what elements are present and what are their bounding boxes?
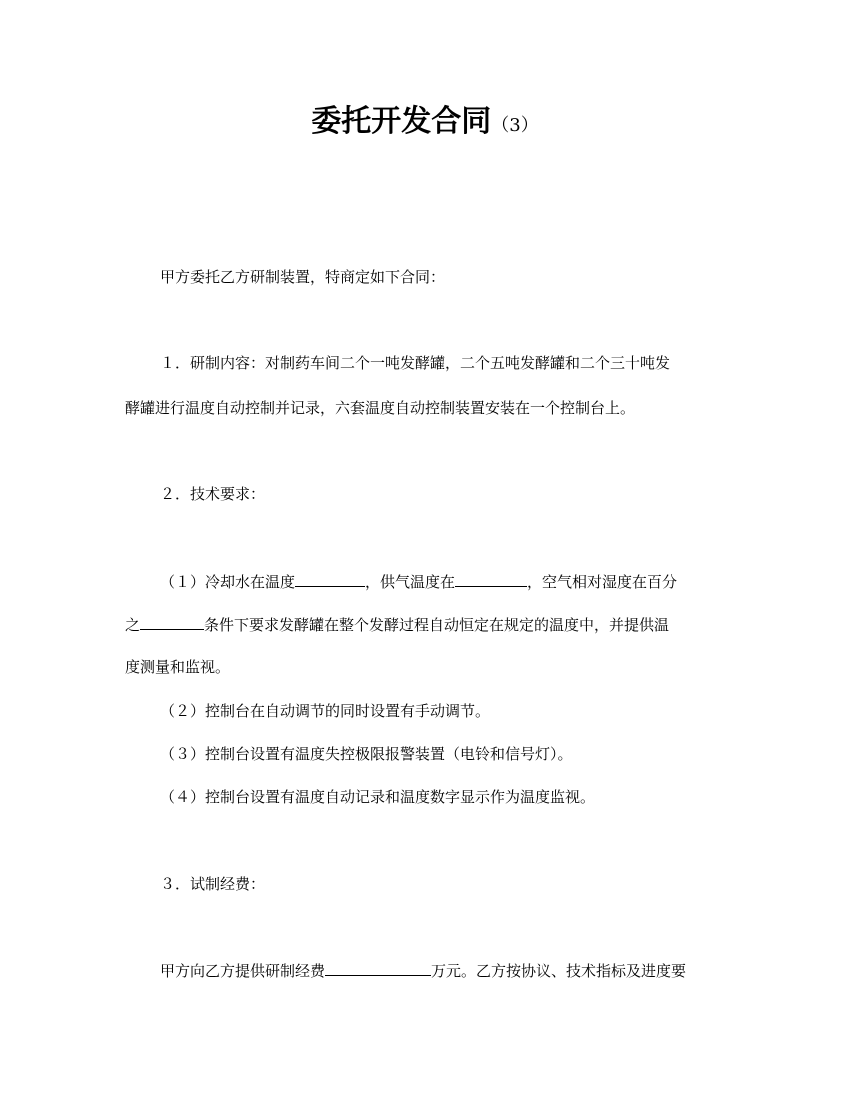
- title-text: 委托开发合同: [311, 104, 492, 139]
- section-3-paragraph: [160, 959, 775, 982]
- title-suffix: （3）: [491, 115, 539, 136]
- requirement-1-line-1: [160, 570, 775, 593]
- section-1-line-2: 酵罐进行温度自动控制并记录，六套温度自动控制装置安装在一个控制台上。: [125, 399, 636, 417]
- requirement-4: （４）控制台设置有温度自动记录和温度数字显示作为温度监视。: [160, 788, 596, 806]
- intro-paragraph: 甲方委托乙方研制装置，特商定如下合同：: [160, 268, 446, 286]
- requirement-1-text-b: ，供气温度在: [365, 573, 456, 591]
- cooling-water-temperature-blank: [295, 570, 365, 587]
- relative-humidity-blank: [140, 613, 204, 630]
- requirement-1-line-2: [125, 613, 740, 636]
- requirement-1-text-d: 之: [125, 616, 141, 634]
- requirement-1-text-a: （１）冷却水在温度: [160, 573, 296, 591]
- requirement-2: （２）控制台在自动调节的同时设置有手动调节。: [160, 702, 491, 720]
- section-1-line-1: １．研制内容：对制药车间二个一吨发酵罐，二个五吨发酵罐和二个三十吨发: [160, 354, 671, 372]
- requirement-3: （３）控制台设置有温度失控极限报警装置（电铃和信号灯）。: [160, 745, 573, 763]
- requirement-1-line-3: 度测量和监视。: [125, 658, 231, 676]
- requirement-1-text-e: 条件下要求发酵罐在整个发酵过程自动恒定在规定的温度中，并提供温: [204, 616, 670, 634]
- requirement-1-text-c: ，空气相对湿度在百分: [527, 573, 678, 591]
- section-2-heading: ２．技术要求：: [160, 485, 266, 503]
- air-supply-temperature-blank: [455, 570, 527, 587]
- document-title: [0, 101, 850, 147]
- section-3-text-a: 甲方向乙方提供研制经费: [160, 962, 326, 980]
- section-3-text-b: 万元。乙方按协议、技术指标及进度要: [431, 962, 687, 980]
- funding-amount-blank: [325, 959, 431, 976]
- section-3-heading: ３．试制经费：: [160, 875, 266, 893]
